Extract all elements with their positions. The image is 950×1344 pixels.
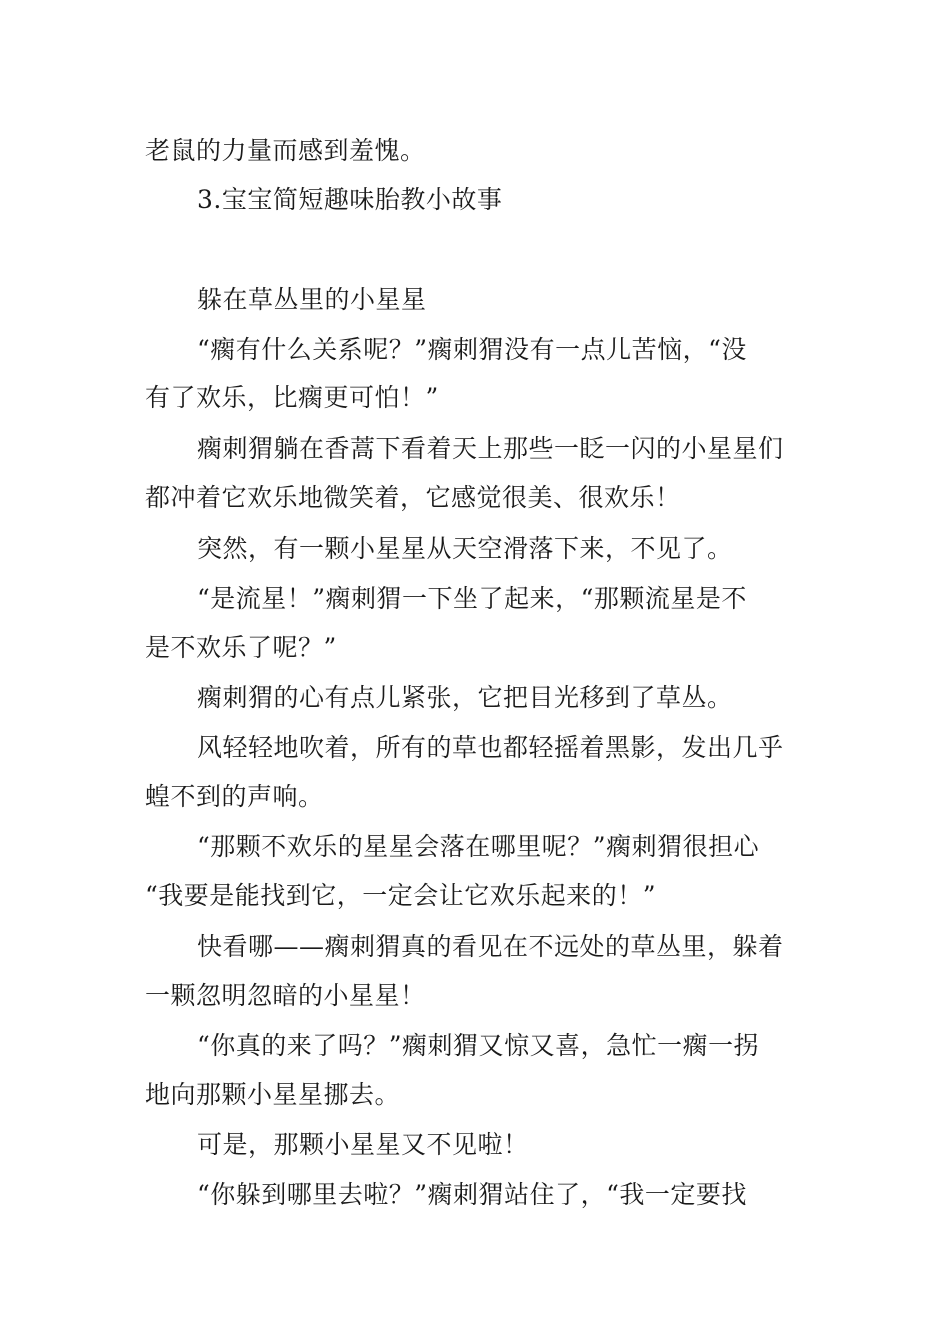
text-line: “我要是能找到它，一定会让它欢乐起来的！” (145, 881, 657, 910)
text-line: “你躲到哪里去啦？”瘸刺猬站住了，“我一定要找 (197, 1180, 747, 1209)
section-heading: 3.宝宝简短趣味胎教小故事 (197, 185, 503, 214)
text-line: 都冲着它欢乐地微笑着，它感觉很美、很欢乐！ (145, 483, 681, 512)
text-line: 风轻轻地吹着，所有的草也都轻摇着黑影，发出几乎 (197, 733, 784, 762)
text-line: 瘸刺猬躺在香蒿下看着天上那些一眨一闪的小星星们 (197, 434, 784, 463)
text-line: 突然，有一颗小星星从天空滑落下来，不见了。 (197, 534, 733, 563)
text-line: 快看哪——瘸刺猬真的看见在不远处的草丛里，躲着 (197, 932, 784, 961)
text-line: “那颗不欢乐的星星会落在哪里呢？”瘸刺猬很担心 (197, 832, 760, 861)
text-line: “你真的来了吗？”瘸刺猬又惊又喜，急忙一瘸一拐 (197, 1031, 760, 1060)
text-line: 有了欢乐，比瘸更可怕！” (145, 383, 439, 412)
text-line: 地向那颗小星星挪去。 (145, 1080, 401, 1109)
text-line: 老鼠的力量而感到羞愧。 (145, 136, 426, 165)
story-title: 躲在草丛里的小星星 (197, 285, 427, 314)
text-line: “是流星！”瘸刺猬一下坐了起来，“那颗流星是不 (197, 584, 747, 613)
text-line: 瘸刺猬的心有点儿紧张，它把目光移到了草丛。 (197, 683, 733, 712)
text-line: “瘸有什么关系呢？”瘸刺猬没有一点儿苦恼，“没 (197, 335, 747, 364)
text-line: 一颗忽明忽暗的小星星！ (145, 981, 426, 1010)
text-line: 是不欢乐了呢？” (145, 633, 337, 662)
text-line: 蝗不到的声响。 (145, 782, 324, 811)
text-line: 可是，那颗小星星又不见啦！ (197, 1130, 529, 1159)
